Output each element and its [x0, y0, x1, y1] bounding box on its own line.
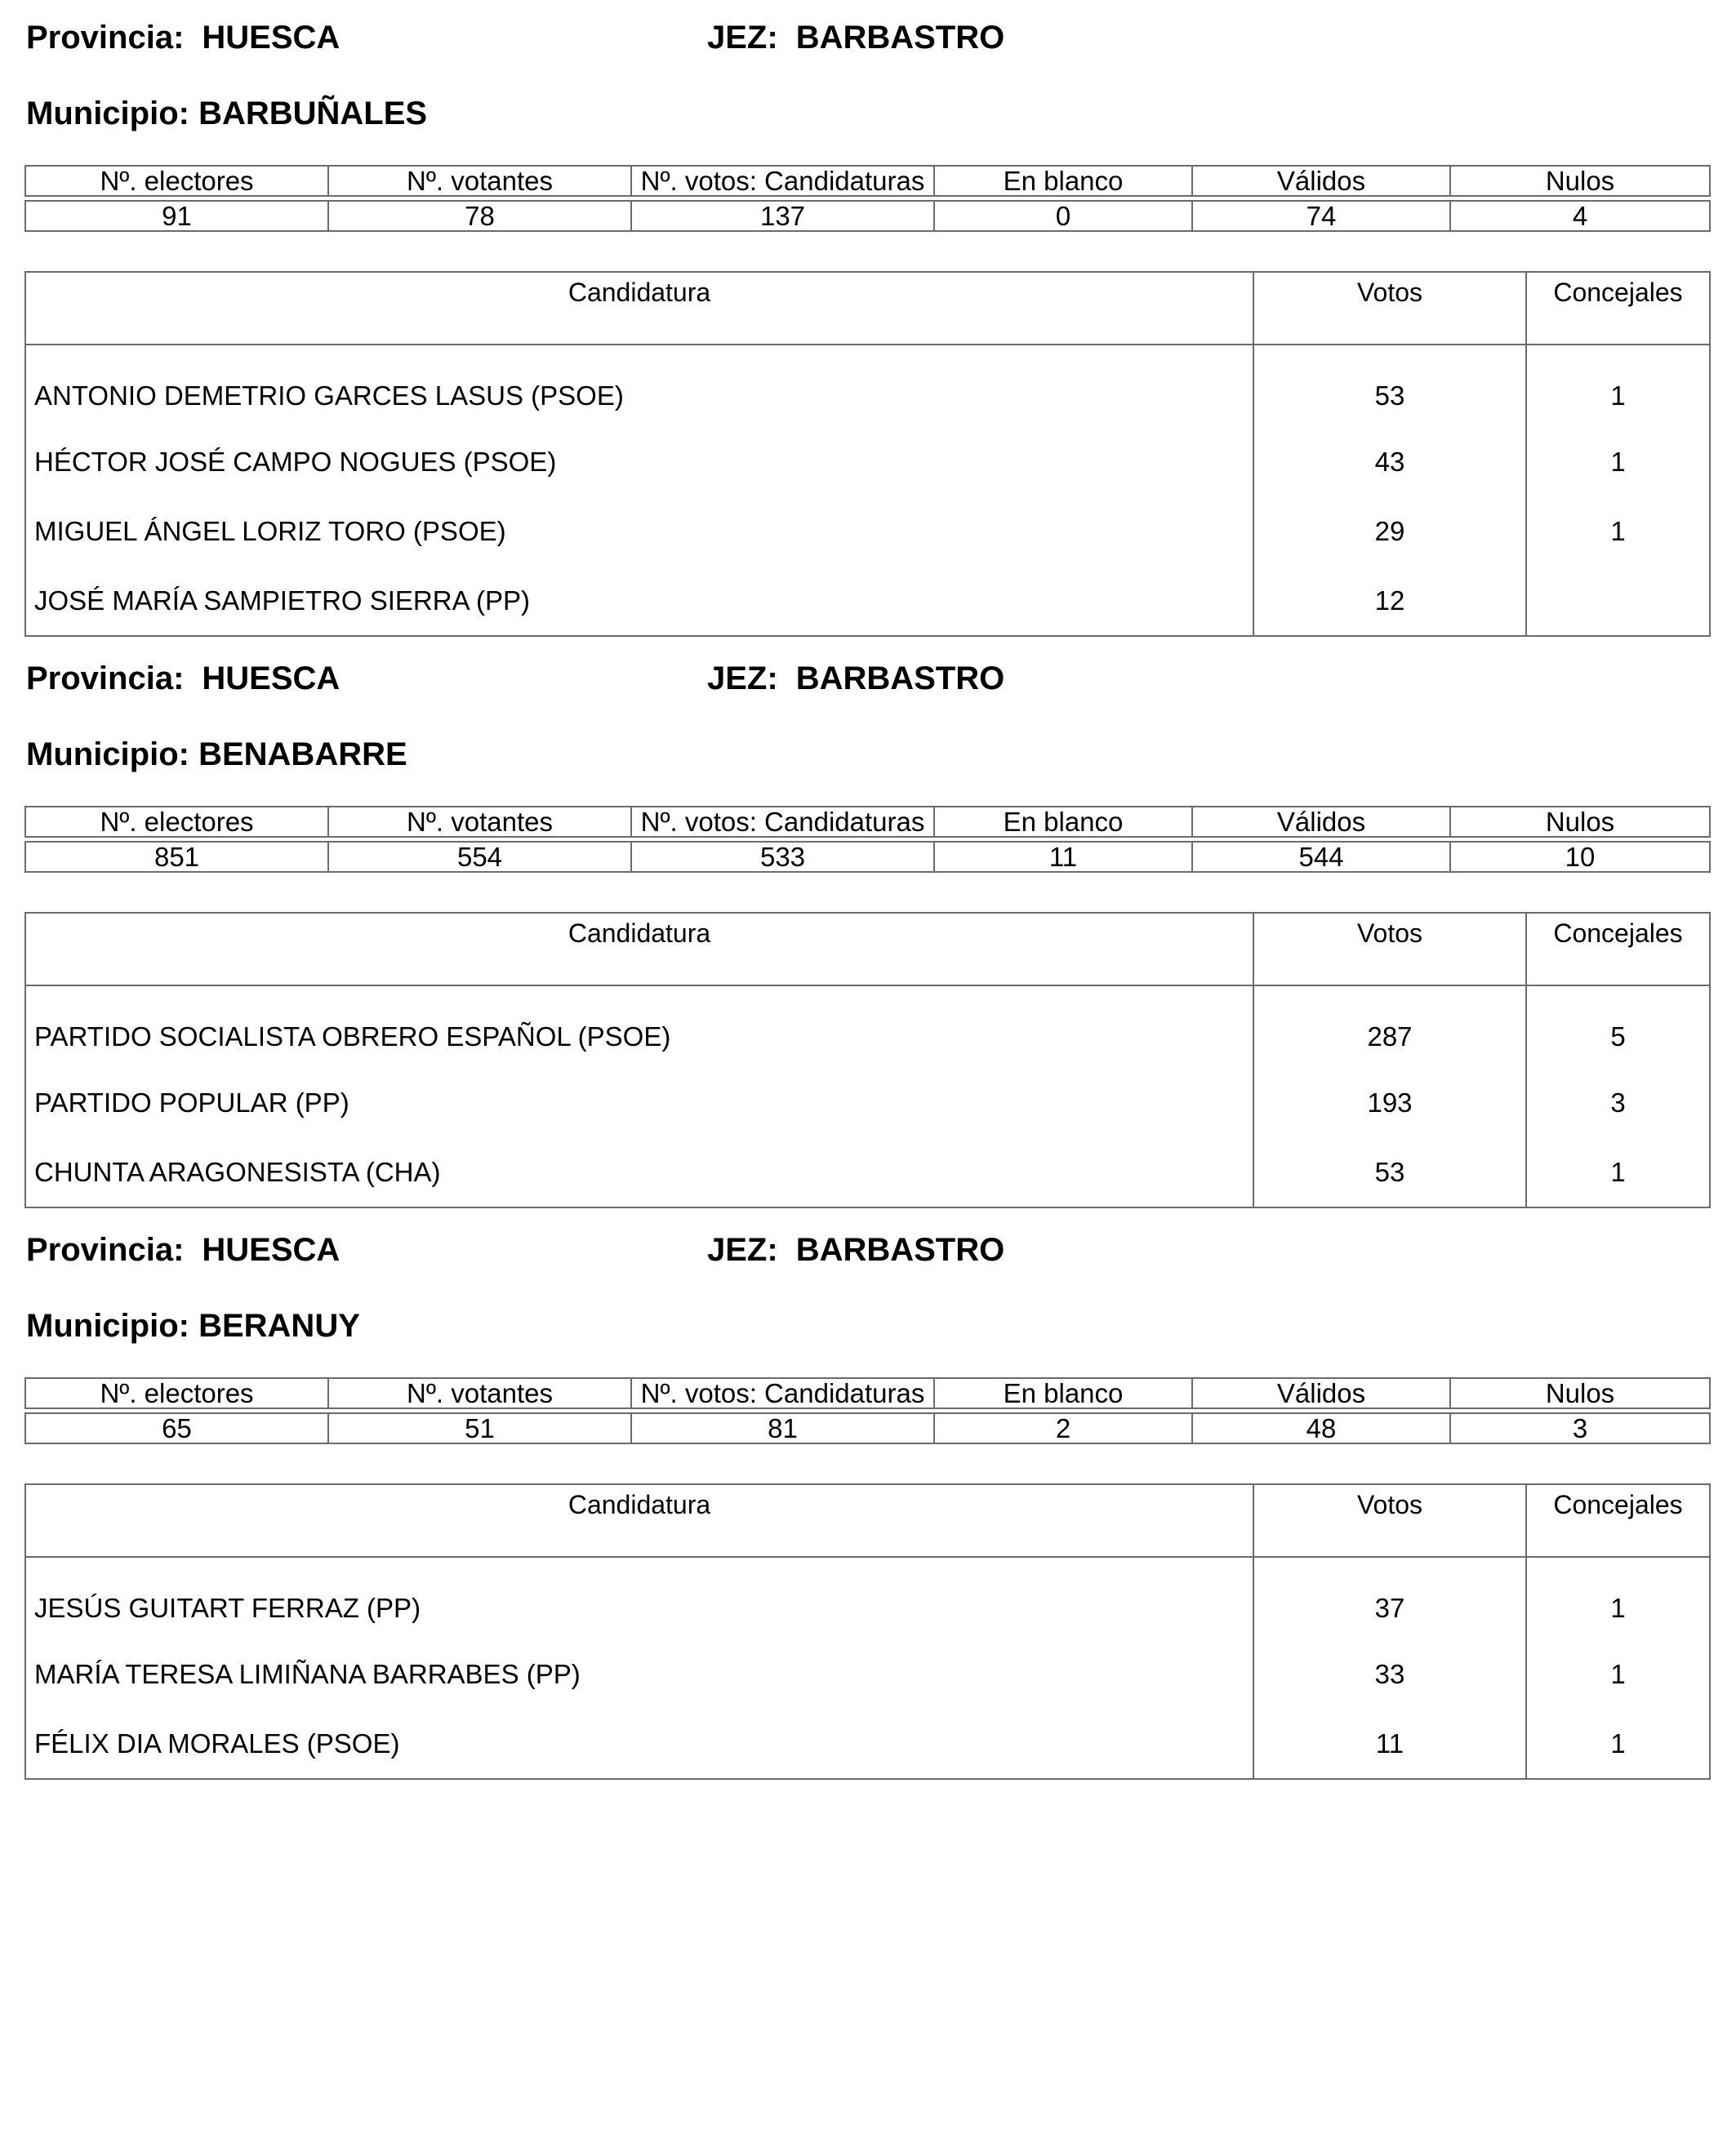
stat-header-nulos: Nulos — [1450, 166, 1710, 196]
stat-header-nulos: Nulos — [1450, 1378, 1710, 1408]
candidate-concejales: 5 — [1610, 1021, 1626, 1052]
stat-header-votos-candidaturas: Nº. votos: Candidaturas — [631, 1378, 934, 1408]
stat-header-votantes: Nº. votantes — [328, 1378, 631, 1408]
candidate-name: FÉLIX DIA MORALES (PSOE) — [25, 1709, 1253, 1779]
stat-validos: 544 — [1192, 842, 1450, 872]
provincia-label: Provincia: — [26, 1232, 185, 1268]
stats-header-table — [24, 1377, 1711, 1409]
provincia-label: Provincia: — [26, 20, 185, 56]
municipio-label: Municipio: — [26, 96, 189, 131]
jez-label: JEZ: — [707, 1232, 778, 1268]
cand-header-candidatura: Candidatura — [25, 1484, 1253, 1557]
candidate-concejales — [1526, 566, 1710, 636]
stat-electores: 91 — [25, 201, 328, 231]
stat-nulos: 3 — [1450, 1413, 1710, 1443]
stat-en-blanco: 0 — [934, 201, 1192, 231]
candidate-votes: 12 — [1253, 566, 1526, 636]
stat-votantes: 51 — [328, 1413, 631, 1443]
provincia-value: HUESCA — [202, 1232, 341, 1268]
stats-values-table — [24, 841, 1711, 873]
cand-header-votos: Votos — [1253, 1484, 1526, 1557]
municipio-value: BENABARRE — [198, 736, 407, 772]
stat-header-electores: Nº. electores — [25, 1378, 328, 1408]
stat-votantes: 78 — [328, 201, 631, 231]
jez-value: BARBASTRO — [795, 1232, 1005, 1268]
provincia-value: HUESCA — [202, 20, 341, 56]
stats-values-table — [24, 200, 1711, 232]
candidate-name: HÉCTOR JOSÉ CAMPO NOGUES (PSOE) — [25, 427, 1253, 496]
stat-en-blanco: 11 — [934, 842, 1192, 872]
candidate-name: MARÍA TERESA LIMIÑANA BARRABES (PP) — [25, 1639, 1253, 1709]
table-row — [25, 345, 1710, 427]
jez-value: BARBASTRO — [795, 20, 1005, 56]
provincia-line — [26, 1230, 340, 1270]
stat-header-en-blanco: En blanco — [934, 807, 1192, 837]
candidate-votes: 53 — [1253, 345, 1526, 427]
stat-header-en-blanco: En blanco — [934, 166, 1192, 196]
provincia-line — [26, 18, 340, 57]
table-row — [25, 1639, 1710, 1709]
municipio-label: Municipio: — [26, 1308, 189, 1344]
candidates-table — [24, 271, 1711, 637]
candidate-name: JESÚS GUITART FERRAZ (PP) — [25, 1557, 1253, 1639]
stat-electores: 65 — [25, 1413, 328, 1443]
stat-votos-candidaturas: 81 — [631, 1413, 934, 1443]
stat-header-electores: Nº. electores — [25, 807, 328, 837]
stat-header-validos: Válidos — [1192, 1378, 1450, 1408]
stat-header-en-blanco: En blanco — [934, 1378, 1192, 1408]
candidate-votes: 29 — [1253, 496, 1526, 566]
table-row — [25, 1068, 1710, 1137]
jez-label: JEZ: — [707, 20, 778, 56]
stats-values-table — [24, 1412, 1711, 1444]
candidate-concejales: 1 — [1610, 1728, 1626, 1759]
cand-header-votos: Votos — [1253, 272, 1526, 345]
candidate-votes: 33 — [1253, 1639, 1526, 1709]
stat-header-nulos: Nulos — [1450, 807, 1710, 837]
stat-header-votantes: Nº. votantes — [328, 166, 631, 196]
stat-nulos: 10 — [1450, 842, 1710, 872]
stat-header-votos-candidaturas: Nº. votos: Candidaturas — [631, 807, 934, 837]
municipio-value: BARBUÑALES — [198, 96, 428, 131]
stat-votos-candidaturas: 137 — [631, 201, 934, 231]
table-row — [25, 1137, 1710, 1207]
candidate-name: JOSÉ MARÍA SAMPIETRO SIERRA (PP) — [25, 566, 1253, 636]
stat-electores: 851 — [25, 842, 328, 872]
stat-en-blanco: 2 — [934, 1413, 1192, 1443]
candidate-concejales: 1 — [1610, 1593, 1626, 1623]
jez-line — [707, 18, 1004, 57]
provincia-value: HUESCA — [202, 660, 341, 696]
candidate-concejales: 1 — [1610, 380, 1626, 411]
candidate-concejales: 1 — [1610, 1156, 1626, 1187]
candidates-table — [24, 1483, 1711, 1780]
stat-header-validos: Válidos — [1192, 807, 1450, 837]
provincia-line — [26, 659, 340, 698]
municipio-value: BERANUY — [198, 1308, 360, 1344]
candidate-votes: 53 — [1253, 1137, 1526, 1207]
stat-header-electores: Nº. electores — [25, 166, 328, 196]
stat-validos: 48 — [1192, 1413, 1450, 1443]
municipio-line — [26, 735, 407, 774]
candidate-concejales: 1 — [1610, 515, 1626, 546]
cand-header-candidatura: Candidatura — [25, 272, 1253, 345]
cand-header-votos: Votos — [1253, 913, 1526, 985]
stat-header-votos-candidaturas: Nº. votos: Candidaturas — [631, 166, 934, 196]
municipio-line — [26, 1306, 360, 1345]
provincia-label: Provincia: — [26, 660, 185, 696]
stat-header-votantes: Nº. votantes — [328, 807, 631, 837]
cand-header-concejales: Concejales — [1526, 913, 1710, 985]
table-row — [25, 496, 1710, 566]
candidates-table — [24, 912, 1711, 1208]
stat-votantes: 554 — [328, 842, 631, 872]
stat-nulos: 4 — [1450, 201, 1710, 231]
table-row — [25, 566, 1710, 636]
candidate-concejales: 1 — [1610, 1658, 1626, 1689]
candidate-votes: 37 — [1253, 1557, 1526, 1639]
stats-header-table — [24, 165, 1711, 197]
candidate-votes: 287 — [1253, 985, 1526, 1068]
cand-header-concejales: Concejales — [1526, 272, 1710, 345]
candidate-votes: 43 — [1253, 427, 1526, 496]
candidate-votes: 11 — [1253, 1709, 1526, 1779]
table-row — [25, 985, 1710, 1068]
table-row — [25, 1557, 1710, 1639]
candidate-concejales: 1 — [1610, 446, 1626, 477]
jez-line — [707, 659, 1004, 698]
table-row — [25, 427, 1710, 496]
stat-votos-candidaturas: 533 — [631, 842, 934, 872]
candidate-name: MIGUEL ÁNGEL LORIZ TORO (PSOE) — [25, 496, 1253, 566]
cand-header-candidatura: Candidatura — [25, 913, 1253, 985]
candidate-name: PARTIDO POPULAR (PP) — [25, 1068, 1253, 1137]
candidate-name: PARTIDO SOCIALISTA OBRERO ESPAÑOL (PSOE) — [25, 985, 1253, 1068]
jez-line — [707, 1230, 1004, 1270]
municipio-line — [26, 94, 427, 133]
stat-header-validos: Válidos — [1192, 166, 1450, 196]
candidate-name: CHUNTA ARAGONESISTA (CHA) — [25, 1137, 1253, 1207]
candidate-votes: 193 — [1253, 1068, 1526, 1137]
stat-validos: 74 — [1192, 201, 1450, 231]
candidate-name: ANTONIO DEMETRIO GARCES LASUS (PSOE) — [25, 345, 1253, 427]
jez-label: JEZ: — [707, 660, 778, 696]
municipio-label: Municipio: — [26, 736, 189, 772]
cand-header-concejales: Concejales — [1526, 1484, 1710, 1557]
stats-header-table — [24, 806, 1711, 838]
candidate-concejales: 3 — [1610, 1087, 1626, 1118]
jez-value: BARBASTRO — [795, 660, 1005, 696]
table-row — [25, 1709, 1710, 1779]
